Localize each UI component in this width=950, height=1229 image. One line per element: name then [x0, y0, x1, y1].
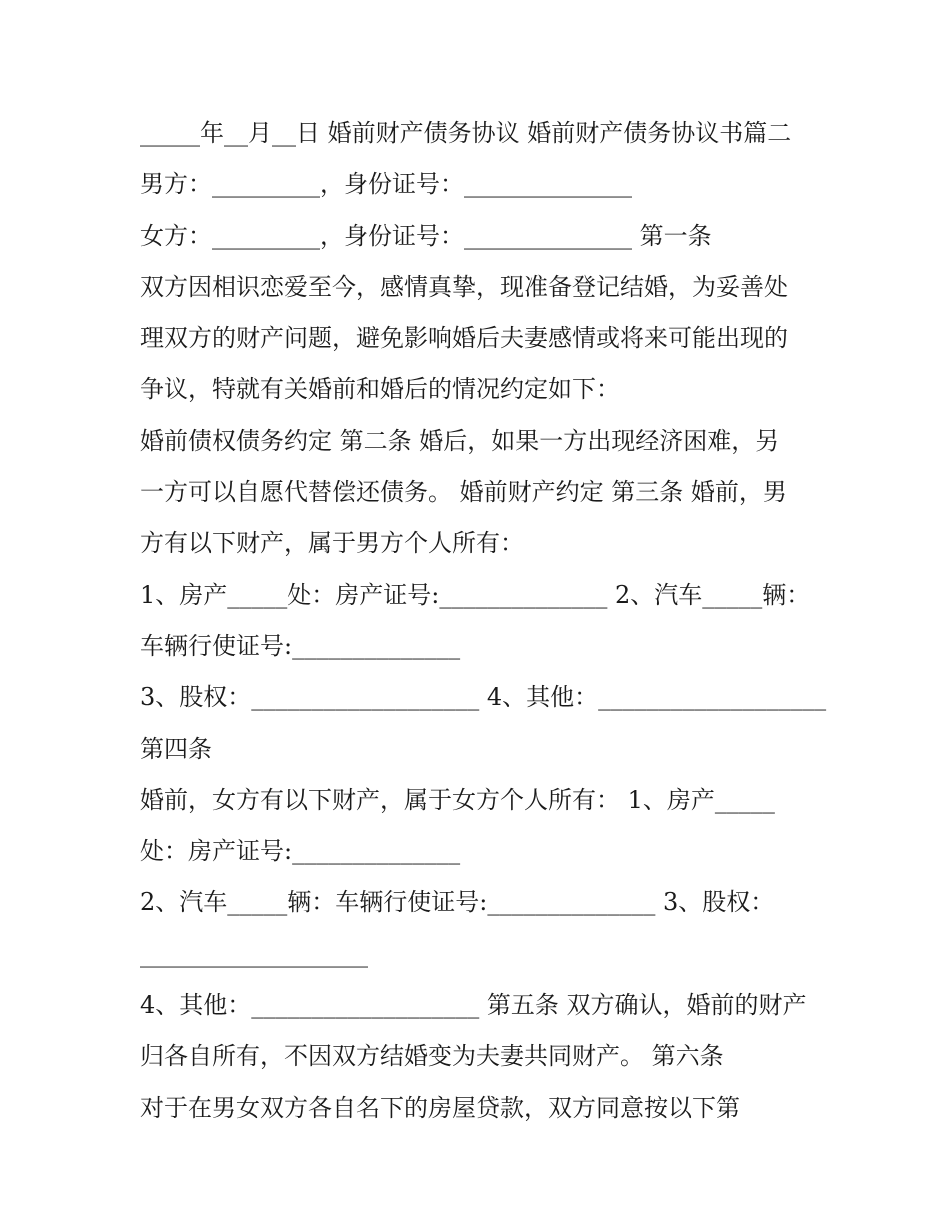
text-line: 争议，特就有关婚前和婚后的情况约定如下：: [140, 375, 620, 404]
text-line: 2、汽车_____辆：车辆行使证号:______________ 3、股权：: [140, 888, 775, 917]
text-line: 车辆行使证号:______________: [140, 631, 461, 660]
text-line-female-party: 女方：_________，身份证号：______________ 第一条: [140, 221, 712, 250]
text-line: 对于在男女双方各自名下的房屋贷款，双方同意按以下第: [140, 1093, 740, 1122]
text-line: 一方可以自愿代替偿还债务。 婚前财产约定 第三条 婚前，男: [140, 478, 787, 507]
text-line: 婚前，女方有以下财产，属于女方个人所有： 1、房产_____: [140, 785, 775, 814]
text-line: 归各自所有，不因双方结婚变为夫妻共同财产。 第六条: [140, 1042, 724, 1071]
text-line: 处：房产证号:______________: [140, 837, 461, 866]
text-line: 婚前债权债务约定 第二条 婚后，如果一方出现经济困难，另: [140, 426, 780, 455]
text-line: 理双方的财产问题，避免影响婚后夫妻感情或将来可能出现的: [140, 324, 788, 353]
text-line-header: _____年__月__日 婚前财产债务协议 婚前财产债务协议书篇二: [140, 119, 792, 147]
text-line: 1、房产_____处：房产证号:______________ 2、汽车_____辆：: [140, 580, 811, 609]
text-line-male-party: 男方：_________，身份证号：______________: [140, 170, 632, 199]
text-line: 双方因相识恋爱至今，感情真挚，现准备登记结婚，为妥善处: [140, 272, 788, 301]
text-line: 3、股权：___________________ 4、其他：___________________: [140, 683, 827, 712]
text-line-blank: ___________________: [140, 939, 368, 968]
agreement-text: [140, 108, 827, 1134]
text-line: 方有以下财产，属于男方个人所有：: [140, 529, 524, 558]
text-line: 4、其他：___________________ 第五条 双方确认，婚前的财产: [140, 991, 807, 1020]
text-line-article-four: 第四条: [140, 734, 212, 763]
